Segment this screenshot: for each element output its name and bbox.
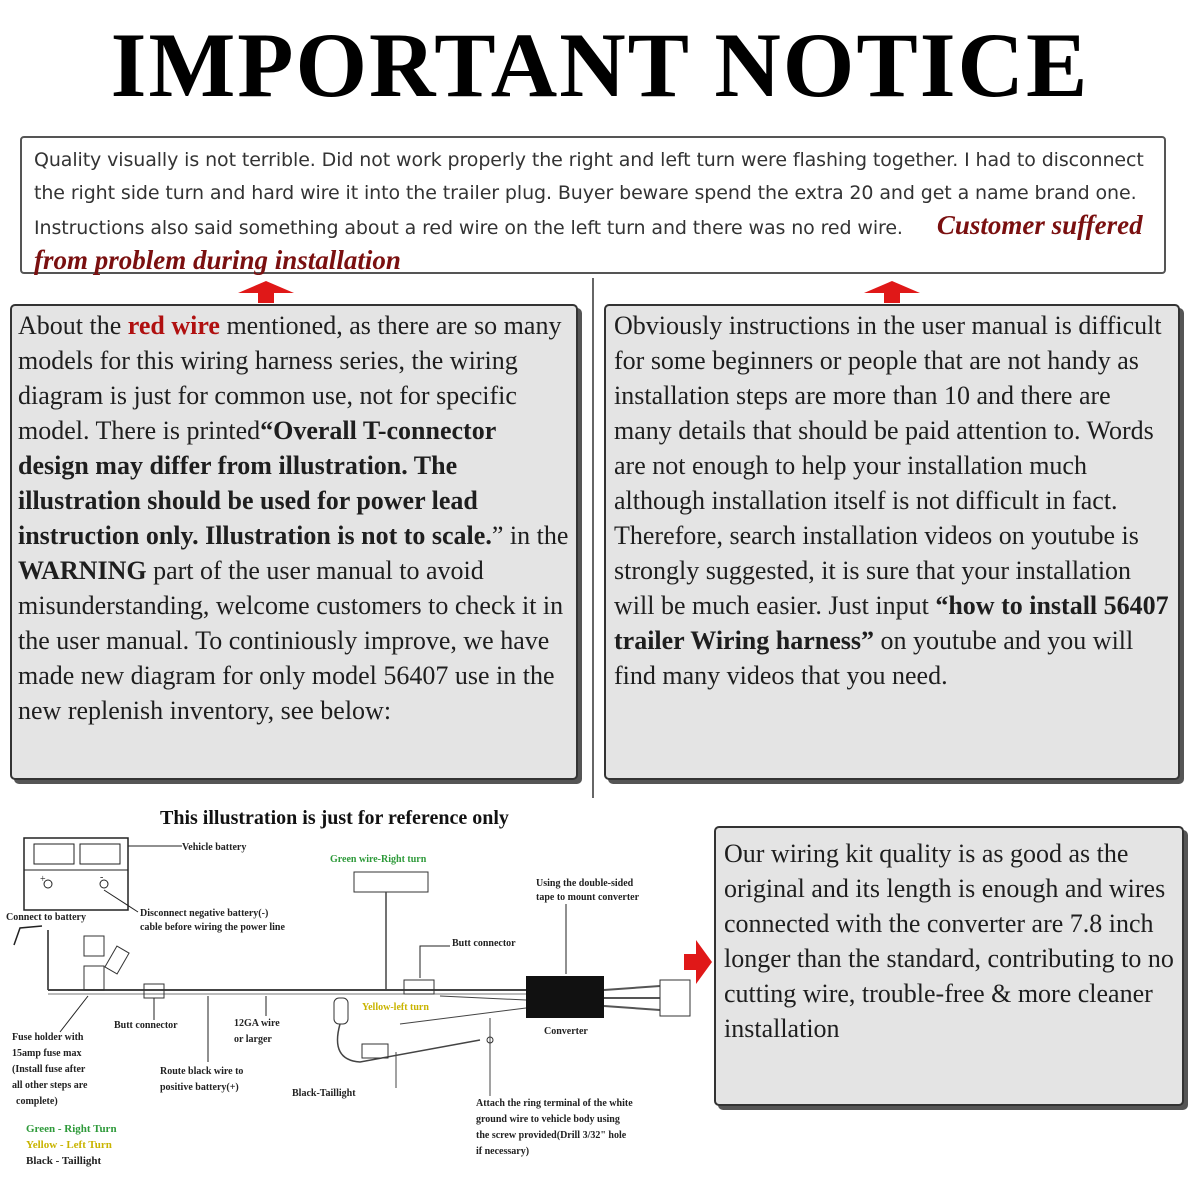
disconnect-label-2: cable before wiring the power line	[140, 922, 285, 933]
customer-review-box	[20, 136, 1166, 274]
fuse-label-2: 15amp fuse max	[12, 1048, 82, 1059]
warning-label: WARNING	[18, 556, 147, 585]
black-taillight-label: Black-Taillight	[292, 1088, 356, 1099]
left-text-2: mentioned, as there are so many models for this wiring harness series, the wiring diagram is just for common use, not for specific model. There is printed	[18, 311, 562, 445]
double-sided-label-1: Using the double-sided	[536, 878, 634, 889]
right-text-1: Obviously instructions in the user manual is difficult for some beginners or people that are not handy as installation steps are more than 10 and there are many details that should be paid attention to. Words are not enough to help your installation much although installation itself is not difficult in fact.	[614, 311, 1162, 515]
right-text-3: on youtube and you will find many videos that you need.	[614, 626, 1134, 690]
vehicle-battery-label: Vehicle battery	[182, 842, 247, 853]
legend-black: Black - Taillight	[26, 1155, 102, 1167]
t-connector-icon	[404, 980, 434, 994]
review-note: Customer suffered from problem during installation	[34, 210, 1143, 275]
legend-green: Green - Right Turn	[26, 1123, 117, 1135]
connect-battery-label: Connect to battery	[6, 912, 86, 923]
12ga-label-1: 12GA wire	[234, 1018, 280, 1029]
ring-label-4: if necessary)	[476, 1146, 530, 1157]
left-bold-quote: “Overall T-connector design may differ from illustration. The illustration should be used for power lead instruction only. Illustration is not to scale.	[18, 416, 496, 550]
fuse-label-3: (Install fuse after	[12, 1064, 86, 1075]
right-bold-query: “how to install 56407 trailer Wiring harness”	[614, 591, 1169, 655]
yellow-wire-label: Yellow-left turn	[362, 1002, 429, 1013]
right-turn-lamp-icon	[354, 872, 428, 990]
left-text-1: About the	[18, 311, 128, 340]
fuse-label-4: all other steps are	[12, 1080, 88, 1091]
left-text-4: part of the user manual to avoid misunderstanding, welcome customers to check it in the user manual. To continiously improve, we have made new diagram for only model 56407 use in the new replenish inventory, see below:	[18, 556, 564, 725]
trailer-plug-icon	[660, 980, 690, 1016]
red-wire-explanation-box	[10, 304, 578, 780]
fuse-label-1: Fuse holder with	[12, 1032, 84, 1043]
double-sided-label-2: tape to mount converter	[536, 892, 640, 903]
battery-plus-label: +	[40, 874, 46, 885]
butt-connector-top-label: Butt connector	[452, 938, 516, 949]
wiring-kit-quality-box	[714, 826, 1184, 1106]
red-wire-label: red wire	[127, 311, 220, 340]
ring-label-2: ground wire to vehicle body using	[476, 1114, 620, 1125]
review-text: Quality visually is not terrible. Did not work properly the right and left turn were flashing together. I had to disconnect the right side turn and hard wire it into the trailer plug. Buyer beware spend the extra 20 and get a name brand one. Instructions also said something about a red wire on the left turn and there was no red wire.	[34, 149, 1144, 239]
butt-connector-bottom-label: Butt connector	[114, 1020, 178, 1031]
divider-line	[592, 278, 594, 798]
wiring-diagram	[0, 800, 712, 1200]
legend-yellow: Yellow - Left Turn	[26, 1139, 112, 1151]
12ga-label-2: or larger	[234, 1034, 272, 1045]
fuse-label-5: complete)	[16, 1096, 58, 1107]
right-text-2: Therefore, search installation videos on youtube is strongly suggested, it is sure that your installation will be much easier. Just input	[614, 521, 1139, 620]
left-text-3: ” in the	[491, 521, 569, 550]
converter-box	[526, 976, 604, 1018]
kit-text: Our wiring kit quality is as good as the original and its length is enough and wires connected with the converter are 7.8 inch longer than the standard, contributing to no cutting wire, trouble-free & more cleaner installation	[724, 839, 1174, 1043]
fuse-holder-icon	[84, 936, 129, 990]
converter-label: Converter	[544, 1026, 588, 1037]
battery-minus-label: -	[100, 872, 104, 883]
green-wire-label: Green wire-Right turn	[330, 854, 427, 865]
route-label-1: Route black wire to	[160, 1066, 244, 1077]
ring-label-3: the screw provided(Drill 3/32" hole	[476, 1130, 627, 1141]
page-title: IMPORTANT NOTICE	[110, 14, 1090, 116]
diagram-heading: This illustration is just for reference only	[160, 807, 509, 829]
ring-label-1: Attach the ring terminal of the white	[476, 1098, 633, 1109]
instructions-explanation-box	[604, 304, 1180, 780]
route-label-2: positive battery(+)	[160, 1082, 239, 1093]
disconnect-label-1: Disconnect negative battery(-)	[140, 908, 269, 919]
